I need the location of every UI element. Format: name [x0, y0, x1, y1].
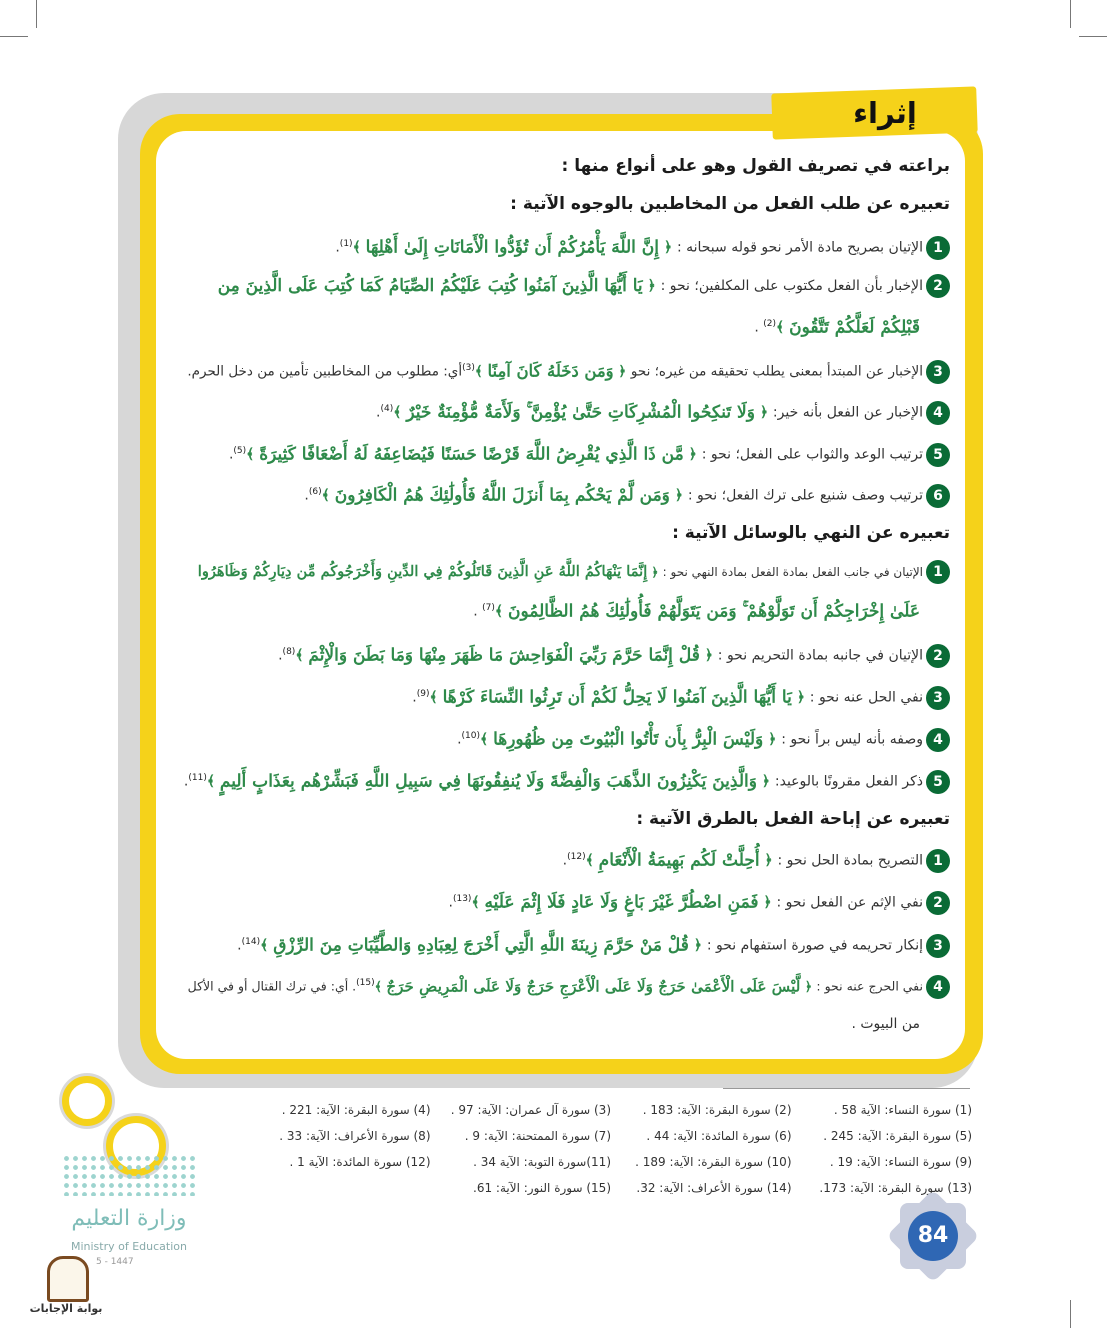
- footnote: (10) سورة البقرة: الآية: 189 .: [635, 1155, 792, 1169]
- verse-bracket-icon: ﴿: [669, 487, 688, 504]
- footnote: (12) سورة المائدة: الآية 1 .: [289, 1155, 431, 1169]
- footnote-row: [250, 1097, 972, 1123]
- verse-bracket-icon: ﴿: [688, 937, 707, 954]
- verse-bracket-icon: ﴿: [763, 731, 782, 748]
- footnote-ref: (5): [233, 446, 247, 456]
- list-item: [278, 642, 950, 668]
- list-item: [457, 726, 950, 752]
- section-heading: تعبيره عن طلب الفعل من المخاطبين بالوجوه الآتية :: [510, 194, 950, 214]
- crop-mark: [1070, 0, 1071, 28]
- footnote-row: [250, 1175, 972, 1201]
- item-text: ترتيب وصف شنيع على ترك الفعل؛ نحو :: [687, 487, 923, 504]
- ministry-year: 5 - 1447: [96, 1257, 134, 1267]
- verse-bracket-icon: ﴿: [658, 239, 677, 256]
- footnote: (11)سورة التوبة: الآية 34 .: [473, 1155, 611, 1169]
- section-heading: تعبيره عن إباحة الفعل بالطرق الآتية :: [636, 809, 950, 829]
- list-item-continued: [473, 598, 920, 622]
- footnote-ref: (6): [308, 487, 322, 497]
- item-text: الإتيان بصريح مادة الأمر نحو قوله سبحانه :: [676, 239, 923, 256]
- item-text: الإخبار عن المبتدأ بمعنى يطلب تحقيقه من غيره؛ نحو: [630, 363, 923, 380]
- footnote: (2) سورة البقرة: الآية: 183 .: [642, 1103, 792, 1117]
- verse-bracket-icon: ﴿: [758, 894, 777, 911]
- quran-verse: فَمَنِ اضْطُرَّ غَيْرَ بَاغٍ وَلَا عَادٍ فَلَا إِثْمَ عَلَيْهِ: [484, 892, 759, 913]
- footnote: (3) سورة آل عمران: الآية: 97 .: [450, 1103, 611, 1117]
- footnote-ref: (13): [452, 894, 472, 904]
- verse-bracket-icon: ﴿: [756, 773, 775, 790]
- list-item: [563, 847, 950, 873]
- verse-bracket-icon: ﴿: [800, 978, 817, 994]
- verse-bracket-icon: ﴾: [246, 446, 260, 463]
- footnote-ref: (2): [763, 319, 777, 329]
- list-item: [187, 358, 950, 384]
- footnote-ref: (4): [380, 404, 394, 414]
- quran-verse: وَالَّذِينَ يَكْنِزُونَ الذَّهَبَ وَالْفِضَّةَ وَلَا يُنفِقُونَهَا فِي سَبِيلِ اللَّهِ فَبَشِّرْهُم بِعَذَابٍ أَلِيمٍ: [219, 771, 757, 792]
- item-tail-text: .: [412, 689, 417, 706]
- item-number-badge: 1: [926, 560, 950, 584]
- footnote: (1) سورة النساء: الآية 58 .: [833, 1103, 972, 1117]
- item-number-badge: 2: [926, 644, 950, 668]
- item-tail-text: .: [448, 894, 453, 911]
- crop-mark: [0, 36, 28, 37]
- footnote-ref: (3): [462, 363, 475, 373]
- item-tail-text: .: [278, 647, 283, 664]
- crop-mark: [36, 0, 37, 28]
- quran-verse: مَّن ذَا الَّذِي يُقْرِضُ اللَّهَ قَرْضًا حَسَنًا فَيُضَاعِفَهُ لَهُ أَضْعَافًا كَثِيرَةً: [259, 444, 684, 465]
- item-tail-text: أي: مطلوب من المخاطبين تأمين من دخل الحرم.: [187, 363, 463, 380]
- quran-verse: لَّيْسَ عَلَى الْأَعْمَىٰ حَرَجٌ وَلَا عَلَى الْأَعْرَجِ حَرَجٌ وَلَا عَلَى الْمَرِيضِ حَرَجٌ: [386, 977, 801, 996]
- quran-verse: أُحِلَّتْ لَكُم بَهِيمَةُ الْأَنْعَامِ: [598, 850, 760, 871]
- list-item: [376, 399, 950, 425]
- item-text: الإتيان في جانب الفعل بمادة الفعل بمادة النهي نحو :: [662, 565, 923, 579]
- crop-mark: [1070, 1300, 1071, 1328]
- verse-bracket-icon: ﴿: [642, 278, 661, 294]
- footnote-ref: (10): [461, 731, 480, 741]
- item-text: وصفه بأنه ليس براً نحو :: [781, 731, 923, 748]
- item-number-badge: 4: [926, 401, 950, 425]
- intro-heading: براعته في تصريف القول وهو على أنواع منها :: [561, 156, 950, 176]
- footnote: (8) سورة الأعراف: الآية: 33 .: [279, 1129, 431, 1143]
- item-number-badge: 3: [926, 686, 950, 710]
- footnote: (9) سورة النساء: الآية: 19 .: [829, 1155, 972, 1169]
- item-tail-text: .: [473, 603, 483, 620]
- item-text: التصريح بمادة الحل نحو :: [777, 852, 923, 869]
- footnote-row: [250, 1123, 972, 1149]
- item-text: الإخبار عن الفعل بأنه خير:: [772, 404, 923, 421]
- footnote-ref: (11): [188, 773, 207, 783]
- quran-verse: وَلَيْسَ الْبِرُّ بِأَن تَأْتُوا الْبُيُوتَ مِن ظُهُورِهَا: [493, 729, 764, 750]
- item-text: نفي الحرج عنه نحو :: [816, 978, 923, 994]
- item-text: الإخبار بأن الفعل مكتوب على المكلفين؛ نحو :: [660, 278, 923, 294]
- list-item-continued: [851, 1014, 920, 1034]
- item-tail-text: .: [562, 852, 568, 869]
- item-number-badge: 5: [926, 443, 950, 467]
- footnote: (4) سورة البقرة: الآية: 221 .: [281, 1103, 431, 1117]
- footnote: (15) سورة النور: الآية: 61.: [473, 1181, 611, 1195]
- list-item: [335, 234, 950, 260]
- verse-bracket-icon: ﴾: [429, 689, 443, 706]
- item-tail-text: . أي: في ترك القتال أو في الأكل: [187, 978, 357, 994]
- item-number-badge: 6: [926, 484, 950, 508]
- quran-verse: يَا أَيُّهَا الَّذِينَ آمَنُوا لَا يَحِلُّ لَكُمْ أَن تَرِثُوا النِّسَاءَ كَرْهًا: [442, 687, 792, 708]
- verse-bracket-icon: ﴿: [699, 647, 718, 664]
- quran-verse: قَبْلِكُمْ لَعَلَّكُمْ تَتَّقُونَ: [789, 317, 920, 338]
- quran-verse: وَلَا تَنكِحُوا الْمُشْرِكَاتِ حَتَّىٰ يُؤْمِنَّ ۚ وَلَأَمَةٌ مُّؤْمِنَةٌ خَيْرٌ: [406, 402, 755, 423]
- item-tail-text: .: [376, 404, 381, 421]
- section-heading: تعبيره عن النهي بالوسائل الآتية :: [672, 523, 950, 543]
- footnote-divider: [723, 1088, 970, 1089]
- page-title: إثراء: [853, 96, 917, 130]
- list-item: [218, 274, 950, 298]
- quran-verse: عَلَىٰ إِخْرَاجِكُمْ أَن تَوَلَّوْهُمْ ۚ وَمَن يَتَوَلَّهُمْ فَأُولَٰئِكَ هُمُ الظَّالِمُونَ: [507, 601, 920, 622]
- verse-bracket-icon: ﴾: [206, 773, 220, 790]
- verse-bracket-icon: ﴾: [494, 603, 508, 620]
- item-tail-text: .: [754, 319, 764, 336]
- footnote-row: [250, 1149, 972, 1175]
- verse-bracket-icon: ﴾: [295, 647, 309, 664]
- verse-bracket-icon: ﴾: [352, 239, 366, 256]
- ministry-logo-dots: [62, 1154, 197, 1196]
- verse-bracket-icon: ﴾: [321, 487, 335, 504]
- item-number-badge: 5: [926, 770, 950, 794]
- footnote-ref: (7): [482, 603, 495, 613]
- quran-verse: وَمَن دَخَلَهُ كَانَ آمِنًا: [487, 361, 614, 381]
- quran-verse: يَا أَيُّهَا الَّذِينَ آمَنُوا كُتِبَ عَلَيْكُمُ الصِّيَامُ كَمَا كُتِبَ عَلَى الَّذِينَ مِن: [217, 276, 643, 296]
- footnote: (14) سورة الأعراف: الآية: 32.: [636, 1181, 792, 1195]
- footnote: (7) سورة الممتحنة: الآية: 9 .: [464, 1129, 611, 1143]
- item-tail-text: من البيوت .: [851, 1016, 920, 1032]
- verse-bracket-icon: ﴿: [759, 852, 778, 869]
- item-number-badge: 2: [926, 274, 950, 298]
- verse-bracket-icon: ﴾: [776, 319, 790, 336]
- answers-portal-label: بوابة الإجابات: [29, 1302, 103, 1315]
- verse-bracket-icon: ﴾: [474, 363, 488, 380]
- list-item: [184, 768, 950, 794]
- item-text: نفي الحل عنه نحو :: [809, 689, 923, 706]
- item-tail-text: .: [237, 937, 242, 954]
- item-number-badge: 1: [926, 849, 950, 873]
- verse-bracket-icon: ﴿: [647, 565, 663, 579]
- item-text: إنكار تحريمه في صورة استفهام نحو :: [706, 937, 923, 954]
- page-number: 84: [917, 1223, 949, 1248]
- verse-bracket-icon: ﴿: [613, 363, 631, 380]
- ministry-name-en: Ministry of Education: [70, 1240, 187, 1253]
- item-number-badge: 1: [926, 236, 950, 260]
- item-text: نفي الإثم عن الفعل نحو :: [776, 894, 923, 911]
- ministry-name-ar: وزارة التعليم: [71, 1206, 187, 1231]
- quran-verse: وَمَن لَّمْ يَحْكُم بِمَا أَنزَلَ اللَّهُ فَأُولَٰئِكَ هُمُ الْكَافِرُونَ: [334, 485, 670, 506]
- item-tail-text: .: [183, 773, 189, 790]
- footnote-ref: (9): [416, 689, 430, 699]
- item-number-badge: 4: [926, 975, 950, 999]
- content-panel: [156, 131, 965, 1059]
- list-item-continued: [754, 314, 920, 338]
- list-item: [229, 441, 950, 467]
- quran-verse: قُلْ إِنَّمَا حَرَّمَ رَبِّيَ الْفَوَاحِشَ مَا ظَهَرَ مِنْهَا وَمَا بَطَنَ وَالْإِثْمَ: [308, 645, 700, 666]
- footnote: (6) سورة المائدة: الآية: 44 .: [646, 1129, 792, 1143]
- footnote-ref: (15): [356, 978, 375, 988]
- answers-portal-icon: [47, 1256, 89, 1302]
- item-tail-text: .: [457, 731, 462, 748]
- verse-bracket-icon: ﴾: [374, 978, 387, 994]
- verse-bracket-icon: ﴿: [754, 404, 773, 421]
- list-item: [198, 560, 950, 584]
- verse-bracket-icon: ﴿: [791, 689, 810, 706]
- verse-bracket-icon: ﴾: [471, 894, 485, 911]
- footnotes: [250, 1097, 972, 1201]
- item-text: الإتيان في جانبه بمادة التحريم نحو :: [717, 647, 923, 664]
- list-item: [304, 482, 950, 508]
- item-tail-text: .: [335, 239, 340, 256]
- quran-verse: إِنَّمَا يَنْهَاكُمُ اللَّهُ عَنِ الَّذِينَ قَاتَلُوكُمْ فِي الدِّينِ وَأَخْرَجُوكُم مِّن دِيَارِكُمْ وَظَاهَرُوا: [197, 563, 648, 580]
- list-item: [237, 932, 950, 958]
- verse-bracket-icon: ﴿: [683, 446, 702, 463]
- list-item: [188, 973, 950, 999]
- decor-circle: [62, 1076, 112, 1126]
- footnote-ref: (1): [339, 239, 353, 249]
- item-number-badge: 4: [926, 728, 950, 752]
- verse-bracket-icon: ﴾: [393, 404, 407, 421]
- quran-verse: قُلْ مَنْ حَرَّمَ زِينَةَ اللَّهِ الَّتِي أَخْرَجَ لِعِبَادِهِ وَالطَّيِّبَاتِ مِنَ الرِّزْقِ: [273, 935, 689, 956]
- footnote-ref: (8): [282, 647, 296, 657]
- item-number-badge: 3: [926, 360, 950, 384]
- footnote: (5) سورة البقرة: الآية: 245 .: [823, 1129, 972, 1143]
- crop-mark: [1079, 36, 1107, 37]
- quran-verse: إِنَّ اللَّهَ يَأْمُرُكُمْ أَن تُؤَدُّوا الْأَمَانَاتِ إِلَىٰ أَهْلِهَا: [365, 237, 659, 258]
- footnote-ref: (14): [241, 937, 261, 947]
- footnote: (13) سورة البقرة: الآية: 173.: [819, 1181, 972, 1195]
- item-number-badge: 2: [926, 891, 950, 915]
- item-tail-text: .: [304, 487, 309, 504]
- item-number-badge: 3: [926, 934, 950, 958]
- verse-bracket-icon: ﴾: [260, 937, 274, 954]
- verse-bracket-icon: ﴾: [585, 852, 599, 869]
- item-tail-text: .: [228, 446, 234, 463]
- list-item: [449, 889, 951, 915]
- verse-bracket-icon: ﴾: [480, 731, 494, 748]
- item-text: ترتيب الوعد والثواب على الفعل؛ نحو :: [701, 446, 923, 463]
- list-item: [412, 684, 950, 710]
- item-text: ذكر الفعل مقرونًا بالوعيد:: [774, 773, 923, 790]
- footnote-ref: (12): [567, 852, 586, 862]
